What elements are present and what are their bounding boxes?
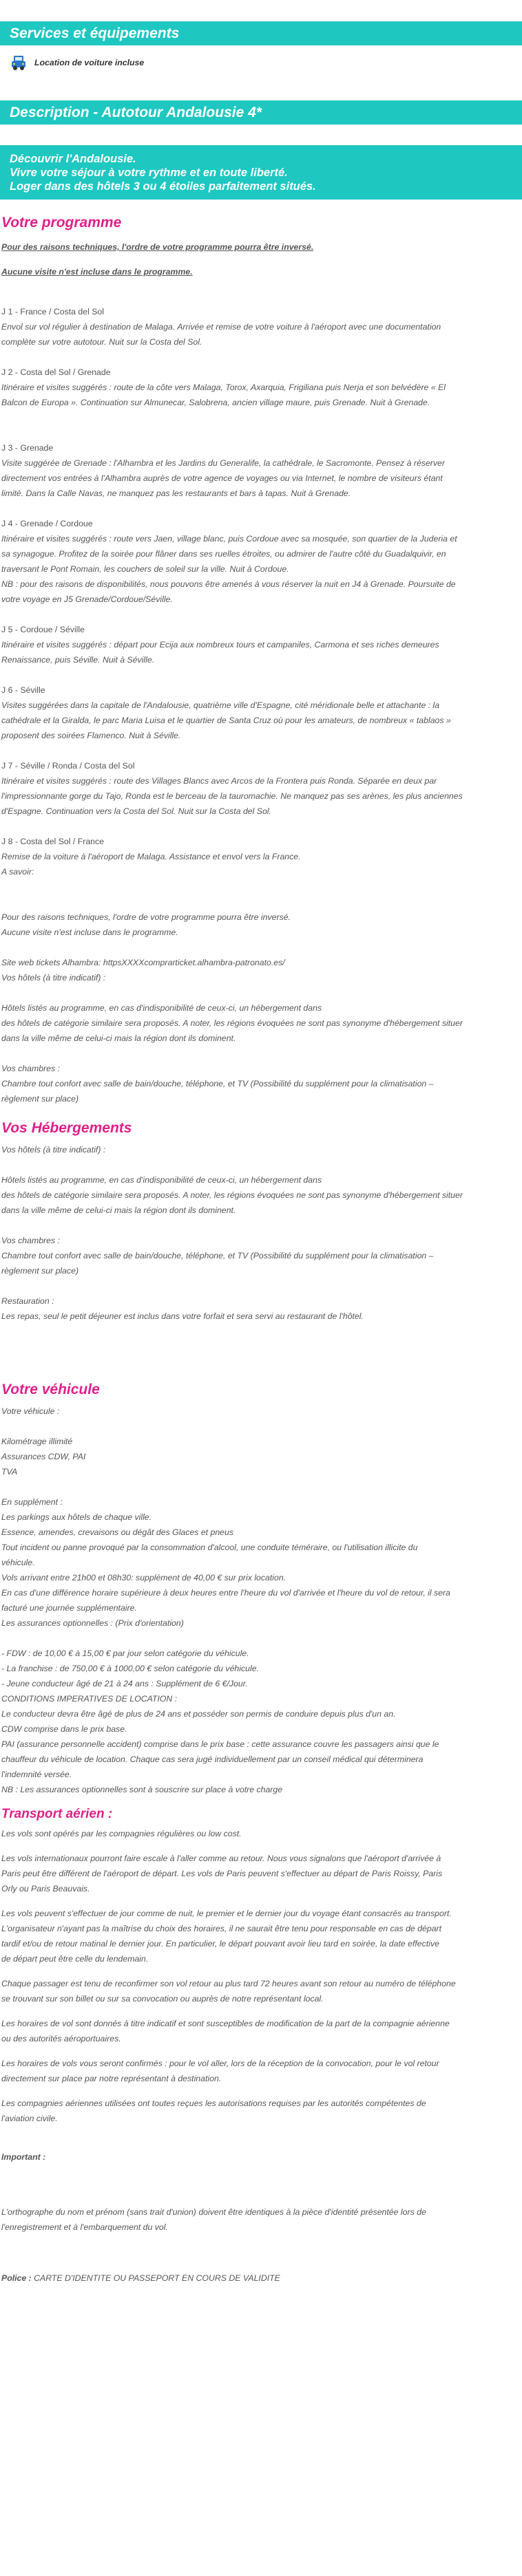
day-text: directement vos entrées à l'Alhambra auprès de votre agence de voyages ou via Internet, le nombre de visiteurs étant xyxy=(1,473,443,483)
supplement-line: Essence, amendes, crevaisons ou dégât des Glaces et pneus xyxy=(1,1527,233,1537)
rooms-text xyxy=(1,1248,521,1278)
hotels-text xyxy=(1,1172,521,1218)
transport-title: Transport aérien : xyxy=(1,1807,113,1821)
police-label: Police : xyxy=(1,2273,32,2283)
day-text: A savoir: xyxy=(1,867,34,877)
after-note: Pour des raisons techniques, l'ordre de votre programme pourra être inversé. xyxy=(1,912,291,922)
intro-line: Découvrir l'Andalousie. xyxy=(10,153,136,165)
day-text: sa synagogue. Profitez de la soirée pour flâner dans ses ruelles étroites, ou admirer de l'autre côté du Guadalquivir, en xyxy=(1,549,446,559)
included-item: Assurances CDW, PAI xyxy=(1,1452,86,1461)
days-list xyxy=(1,304,521,879)
transport-paragraph xyxy=(1,1826,521,1851)
transport-paragraph xyxy=(1,1851,521,1906)
transport-paragraph xyxy=(1,2056,521,2096)
options-line: Le conducteur devra être âgé de plus de 24 ans et posséder son permis de conduire depuis plus d'un an. xyxy=(1,1709,396,1719)
supplement-line: véhicule. xyxy=(1,1558,35,1567)
programme-note: Pour des raisons techniques, l'ordre de votre programme pourra être inversé. xyxy=(1,242,314,252)
rooms-label: Vos chambres : xyxy=(1,1064,60,1073)
hotels-line: Hôtels listés au programme, en cas d'indisponibilité de ceux-ci, un hébergement dans xyxy=(1,1175,322,1185)
included-item: TVA xyxy=(1,1467,18,1477)
transport-line: de départ peut être celle du lendemain. xyxy=(1,1954,149,1964)
day-title: J 3 - Grenade xyxy=(1,443,54,453)
hotels-line: Hôtels listés au programme, en cas d'indisponibilité de ceux-ci, un hébergement dans xyxy=(1,1003,322,1013)
after-note: Aucune visite n'est incluse dans le programme. xyxy=(1,927,178,937)
car-rental-label: Location de voiture incluse xyxy=(34,58,145,67)
day-block xyxy=(1,683,521,758)
options-line: NB : Les assurances optionnelles sont à souscrire sur place à votre charge xyxy=(1,1785,283,1794)
included-list xyxy=(1,1434,521,1479)
services-title: Services et équipements xyxy=(10,25,180,41)
options-line: PAI (assurance personnelle accident) comprise dans le prix base : cette assurance couvre les passagers ainsi que le xyxy=(1,1739,439,1749)
day-text: Remise de la voiture à l'aéroport de Malaga. Assistance et envol vers la France. xyxy=(1,852,301,861)
vehicule-body xyxy=(0,1398,522,1797)
day-block xyxy=(1,304,521,365)
day-text: complète sur votre autotour. Nuit sur la Costa del Sol. xyxy=(1,337,202,347)
day-title: J 6 - Séville xyxy=(1,685,45,695)
transport-paragraph xyxy=(1,1976,521,2016)
transport-paragraph xyxy=(1,1906,521,1976)
day-text: cathédrale et la Giralda, le parc Maria Luisa et le quartier de Santa Cruz où pour les amateurs, de nombreux « tablaos » xyxy=(1,716,451,725)
day-title: J 4 - Grenade / Cordoue xyxy=(1,519,93,528)
restauration-text: Les repas, seul le petit déjeuner est inclus dans votre forfait et sera servi au restaurant de l'hôtel. xyxy=(1,1311,364,1321)
services-header xyxy=(0,21,522,45)
supplement-line: Tout incident ou panne provoqué par la consommation d'alcool, une conduite téméraire, ou l'utilisation illicite du xyxy=(1,1543,418,1552)
supplement-label: En supplément : xyxy=(1,1497,63,1507)
transport-line: l'aviation civile. xyxy=(1,2114,58,2123)
day-text: Itinéraire et visites suggérés : départ pour Ecija aux nombreux tours et campaniles, Carmona et ses riches demeures xyxy=(1,640,439,650)
day-block xyxy=(1,440,521,516)
programme-body xyxy=(0,231,522,1106)
day-text: traversant le Pont Romain, les couchers de soleil sur la ville. Nuit à Cordoue. xyxy=(1,564,289,574)
transport-line: Les vols peuvent s'effectuer de jour comme de nuit, le premier et le dernier jour du voyage étant consacrés au transport. xyxy=(1,1909,452,1918)
day-title: J 1 - France / Costa del Sol xyxy=(1,307,104,316)
transport-paragraph xyxy=(1,2016,521,2056)
transport-line: Les horaires de vol sont donnés à titre indicatif et sont susceptibles de modification de la part de la compagnie aérienne xyxy=(1,2019,450,2028)
hotels-label: Vos hôtels (à titre indicatif) : xyxy=(1,1145,106,1155)
hotels-line: dans la ville même de celui-ci mais la région dont ils dominent. xyxy=(1,1205,236,1215)
supplement-line: Vols arrivant entre 21h00 et 08h30: supplément de 40,00 € sur prix location. xyxy=(1,1573,286,1582)
transport-body xyxy=(0,1822,522,2286)
options-line: chauffeur du véhicule de location. Chaque cas sera jugé individuellement par un conseil médical qui déterminera xyxy=(1,1754,424,1764)
options-line: - FDW : de 10,00 € à 15,00 € par jour selon catégorie du véhicule. xyxy=(1,1649,249,1658)
important-line: l'enregistrement et à l'embarquement du vol. xyxy=(1,2222,168,2232)
transport-paragraph xyxy=(1,2096,521,2126)
supplement-line: facturé une journée supplémentaire. xyxy=(1,1603,137,1613)
day-text: proposent des soirées Flamenco. Nuit à Séville. xyxy=(1,731,181,740)
intro-line: Loger dans des hôtels 3 ou 4 étoiles parfaitement situés. xyxy=(10,180,316,193)
options-list xyxy=(1,1646,521,1797)
rooms-line: règlement sur place) xyxy=(1,1094,79,1104)
hebergements-body xyxy=(0,1137,522,1324)
description-header xyxy=(0,100,522,125)
rooms-line: règlement sur place) xyxy=(1,1266,79,1276)
programme-note: Aucune visite n'est incluse dans le programme. xyxy=(1,267,193,277)
important-label: Important : xyxy=(1,2152,46,2162)
rooms-line: Chambre tout confort avec salle de bain/douche, téléphone, et TV (Possibilité du supplément pour la climatisation – xyxy=(1,1079,434,1088)
important-line: L'orthographe du nom et prénom (sans trait d'union) doivent être identiques à la pièce d'identité présentée lors de xyxy=(1,2207,426,2217)
day-text: d'Espagne. Continuation vers la Costa del Sol. Nuit sur la Costa del Sol. xyxy=(1,806,271,816)
options-line: - La franchise : de 750,00 € à 1000,00 € selon catégorie du véhicule. xyxy=(1,1664,259,1673)
hotels-line: dans la ville même de celui-ci mais la région dont ils dominent. xyxy=(1,1033,236,1043)
transport-line: tardif et/ou de retour matinal le dernier jour. En particulier, le départ pouvant avoir lieu tard en soirée, la date effective xyxy=(1,1939,439,1949)
tickets-link[interactable]: Site web tickets Alhambra: httpsXXXXcomprarticket.alhambra-patronato.es/ xyxy=(1,958,285,967)
police-text: CARTE D'IDENTITE OU PASSEPORT EN COURS DE VALIDITE xyxy=(34,2273,280,2283)
hotels-text xyxy=(1,1000,521,1046)
day-block xyxy=(1,834,521,879)
day-text: Itinéraire et visites suggérés : route vers Jaen, village blanc, puis Cordoue avec sa mosquée, son quartier de la Juderia et xyxy=(1,534,457,544)
hebergements-title: Vos Hébergements xyxy=(1,1120,132,1136)
car-rental-row xyxy=(0,45,522,80)
rooms-text xyxy=(1,1076,521,1106)
important-text xyxy=(1,2204,521,2235)
supplement-line: Les assurances optionnelles : (Prix d'orientation) xyxy=(1,1618,184,1628)
day-text: limité. Dans la Calle Navas, ne manquez pas les restaurants et bars à tapas. Nuit à Grenade. xyxy=(1,489,351,498)
day-text: Visites suggérées dans la capitale de l'Andalousie, quatrième ville d'Espagne, cité méridionale belle et attachante : la xyxy=(1,700,440,710)
day-text: votre voyage en J5 Grenade/Cordoue/Séville. xyxy=(1,594,173,604)
day-text: Visite suggérée de Grenade : l'Alhambra et les Jardins du Generalife, la cathédrale, le Sacromonte. Pensez à réserver xyxy=(1,458,445,468)
transport-line: Les vols internationaux pourront faire escale à l'aller comme au retour. Nous vous signalons que l'aéroport d'arrivée à xyxy=(1,1854,441,1863)
description-title: Description - Autotour Andalousie 4* xyxy=(10,105,262,120)
restauration-label: Restauration : xyxy=(1,1296,54,1306)
vehicule-title: Votre véhicule xyxy=(1,1382,100,1397)
day-block xyxy=(1,516,521,622)
programme-title: Votre programme xyxy=(1,215,122,230)
supplement-line: Les parkings aux hôtels de chaque ville. xyxy=(1,1512,152,1522)
transport-line: Orly ou Paris Beauvais. xyxy=(1,1884,90,1893)
supplement-list xyxy=(1,1510,521,1631)
transport-line: Paris peut être différent de l'aéroport de départ. Les vols de Paris peuvent s'effectuer au départ de Paris Roissy, Paris xyxy=(1,1869,443,1878)
day-text: Itinéraire et visites suggérés : route des Villages Blancs avec Arcos de la Frontera puis Ronda. Séparée en deux par xyxy=(1,776,437,786)
transport-line: L'organisateur n'ayant pas la maîtrise du choix des horaires, il ne saurait être tenu pour responsable en cas de départ xyxy=(1,1924,442,1933)
transport-line: Les horaires de vols vous seront confirmés : pour le vol aller, lors de la réception de la convocation, pour le vol retour xyxy=(1,2059,439,2068)
transport-line: se trouvant sur son billet ou sur sa convocation ou auprès de notre représentant local. xyxy=(1,1994,324,2004)
transport-line: ou des autorités aéroportuaires. xyxy=(1,2034,121,2043)
day-title: J 5 - Cordoue / Séville xyxy=(1,625,85,634)
transport-line: Les vols sont opérés par les compagnies régulières ou low cost. xyxy=(1,1829,242,1838)
day-block xyxy=(1,622,521,683)
day-block xyxy=(1,758,521,834)
intro-line: Vivre votre séjour à votre rythme et en toute liberté. xyxy=(10,167,288,179)
vehicule-label: Votre véhicule : xyxy=(1,1406,60,1416)
transport-line: Les compagnies aériennes utilisées ont toutes reçues les autorisations requises par les autorités compétentes de xyxy=(1,2099,426,2108)
day-text: Balcon de Europa ». Continuation sur Almunecar, Salobrena, ancien village maure, puis Grenade. Nuit à Grenade. xyxy=(1,398,430,407)
transport-line: Chaque passager est tenu de reconfirmer son vol retour au plus tard 72 heures avant son retour au numéro de téléphone xyxy=(1,1979,456,1988)
included-item: Kilométrage illimité xyxy=(1,1437,73,1446)
options-line: CDW comprise dans le prix base. xyxy=(1,1724,127,1734)
day-title: J 7 - Séville / Ronda / Costa del Sol xyxy=(1,761,135,771)
options-line: CONDITIONS IMPERATIVES DE LOCATION : xyxy=(1,1694,178,1704)
transport-paragraphs xyxy=(1,1826,521,2126)
day-title: J 8 - Costa del Sol / France xyxy=(1,837,104,846)
day-text: NB : pour des raisons de disponibilités, nous pouvons être amenés à vous réserver la nuit en J4 à Grenade. Poursuite de xyxy=(1,579,456,589)
description-intro xyxy=(0,145,522,200)
hotels-line: des hôtels de catégorie similaire sera proposés. A noter, les régions évoquées ne sont pas synonyme d'hébergement situer xyxy=(1,1018,463,1028)
day-text: Itinéraire et visites suggérés : route de la côte vers Malaga, Torox, Axarquia, Frigiliana puis Nerja et son belvédère « El xyxy=(1,383,446,392)
hotels-line: des hôtels de catégorie similaire sera proposés. A noter, les régions évoquées ne sont pas synonyme d'hébergement situer xyxy=(1,1190,463,1200)
supplement-line: En cas d'une différence horaire supérieure à deux heures entre l'heure du vol d'arrivée et l'heure du vol de retour, il sera xyxy=(1,1588,450,1598)
car-icon xyxy=(10,54,28,72)
rooms-label: Vos chambres : xyxy=(1,1236,60,1245)
police-row xyxy=(1,2271,521,2286)
day-block xyxy=(1,365,521,440)
options-line: - Jeune conducteur âgé de 21 à 24 ans : Supplément de 6 €/Jour. xyxy=(1,1679,248,1688)
day-title: J 2 - Costa del Sol / Grenade xyxy=(1,367,111,377)
options-line: l'indemnité versée. xyxy=(1,1770,72,1779)
day-text: Envol sur vol régulier à destination de Malaga. Arrivée et remise de votre voiture à l'aéroport avec une documentation xyxy=(1,322,441,332)
day-text: Renaissance, puis Séville. Nuit à Séville. xyxy=(1,655,155,665)
hotels-label: Vos hôtels (à titre indicatif) : xyxy=(1,973,106,983)
rooms-line: Chambre tout confort avec salle de bain/douche, téléphone, et TV (Possibilité du supplément pour la climatisation – xyxy=(1,1251,434,1260)
transport-line: directement sur place par notre représentant à destination. xyxy=(1,2074,222,2083)
day-text: l'impressionnante gorge du Tajo, Ronda est le berceau de la tauromachie. Ne manquez pas ses arènes, les plus anciennes xyxy=(1,791,463,801)
